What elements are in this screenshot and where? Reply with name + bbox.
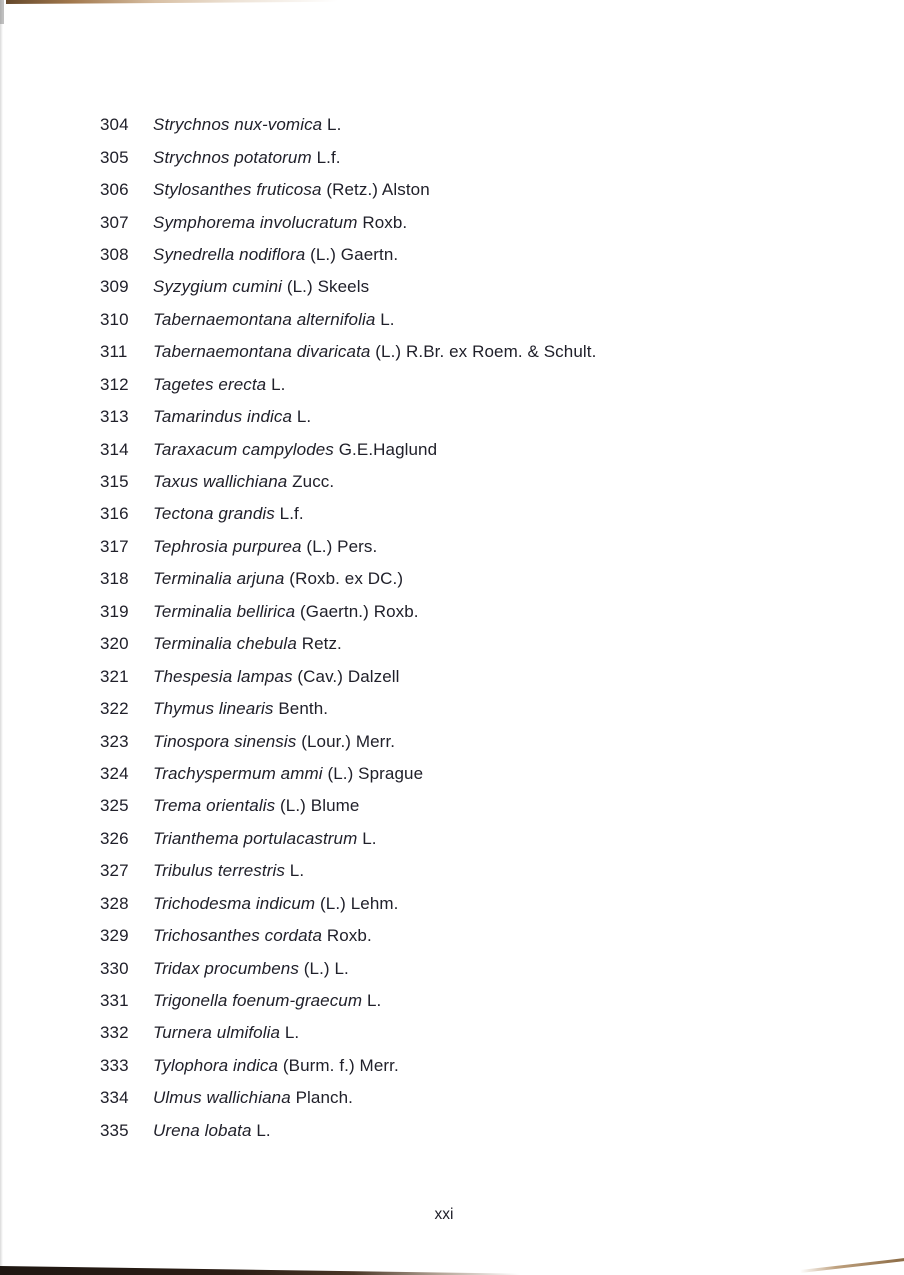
species-name: Synedrella nodiflora	[153, 244, 306, 264]
species-name: Trichodesma indicum	[153, 893, 316, 913]
species-name: Tinospora sinensis	[153, 731, 297, 751]
list-item	[100, 920, 596, 952]
entry-number: 305	[100, 147, 129, 167]
entry-number: 333	[100, 1055, 129, 1075]
list-item	[100, 790, 596, 822]
species-authority: L.	[292, 407, 312, 427]
entry-text	[153, 148, 341, 168]
entry-number: 329	[100, 926, 129, 946]
list-item	[100, 1017, 596, 1049]
species-name: Tagetes erecta	[153, 374, 267, 394]
species-authority: L.	[322, 115, 342, 135]
species-authority: (Lour.) Merr.	[296, 731, 396, 751]
species-authority: (L.) R.Br. ex Roem. & Schult.	[370, 342, 597, 362]
list-item	[100, 109, 596, 141]
entry-text	[153, 472, 334, 492]
entry-text	[153, 407, 311, 427]
species-name: Tectona grandis	[153, 504, 275, 524]
list-item	[100, 596, 596, 628]
entry-text	[153, 277, 369, 297]
entry-number: 322	[100, 699, 129, 719]
species-authority: G.E.Haglund	[333, 439, 438, 459]
entry-number: 307	[100, 212, 129, 232]
scan-artifact-bottom-edge	[0, 1264, 520, 1275]
entry-number: 325	[100, 796, 129, 816]
entry-text	[153, 440, 437, 460]
species-name: Tabernaemontana divaricata	[153, 342, 371, 362]
entry-text	[153, 180, 430, 200]
entry-text	[153, 310, 395, 330]
entry-number: 304	[100, 115, 129, 135]
species-name: Trianthema portulacastrum	[153, 828, 358, 848]
list-item	[100, 1050, 596, 1082]
species-name: Trachyspermum ammi	[153, 763, 323, 783]
entry-number: 315	[100, 472, 129, 492]
entry-number: 328	[100, 893, 129, 913]
species-authority: (L.) Skeels	[282, 277, 370, 297]
entry-text	[153, 569, 403, 589]
species-authority: L.	[284, 861, 305, 881]
entry-text	[153, 959, 349, 979]
entry-text	[153, 991, 381, 1011]
species-authority: Planch.	[290, 1088, 353, 1108]
species-authority: L.	[266, 374, 286, 394]
species-name: Ulmus wallichiana	[153, 1088, 291, 1108]
entry-number: 319	[100, 601, 129, 621]
entry-text	[153, 537, 377, 557]
species-name: Syzygium cumini	[153, 277, 283, 297]
species-name: Taxus wallichiana	[153, 472, 288, 492]
species-name: Turnera ulmifolia	[153, 1023, 281, 1043]
list-item	[100, 660, 596, 692]
list-item	[100, 628, 596, 660]
species-authority: L.f.	[311, 147, 341, 167]
species-authority: (Roxb. ex DC.)	[284, 569, 404, 589]
species-name: Strychnos potatorum	[153, 147, 312, 167]
list-item	[100, 985, 596, 1017]
entry-text	[153, 829, 377, 849]
species-authority: L.	[375, 309, 395, 329]
page-number: xxi	[434, 1206, 454, 1223]
entry-text	[153, 1023, 299, 1043]
species-authority: (L.) Blume	[275, 796, 360, 816]
entry-number: 316	[100, 504, 129, 524]
list-item	[100, 239, 596, 271]
species-authority: Benth.	[273, 699, 329, 719]
list-item	[100, 466, 596, 498]
species-name: Trichosanthes cordata	[153, 926, 323, 946]
species-name: Thespesia lampas	[153, 666, 293, 686]
species-name: Stylosanthes fruticosa	[153, 180, 322, 200]
list-item	[100, 401, 596, 433]
entry-number: 308	[100, 244, 129, 264]
species-name: Taraxacum campylodes	[153, 439, 334, 459]
entry-number: 331	[100, 991, 129, 1011]
species-authority: (Gaertn.) Roxb.	[295, 601, 419, 621]
species-name: Thymus linearis	[153, 699, 274, 719]
entry-number: 313	[100, 407, 129, 427]
list-item	[100, 952, 596, 984]
species-name: Tylophora indica	[153, 1055, 279, 1075]
species-authority: (L.) L.	[298, 958, 349, 978]
entry-text	[153, 634, 342, 654]
list-item	[100, 141, 596, 173]
list-item	[100, 369, 596, 401]
species-name: Urena lobata	[153, 1120, 252, 1140]
list-item	[100, 855, 596, 887]
list-item	[100, 531, 596, 563]
entry-text	[153, 926, 372, 946]
scan-artifact-corner-curl	[800, 1258, 904, 1273]
species-authority: L.f.	[274, 504, 304, 524]
entry-text	[153, 667, 400, 687]
entry-text	[153, 342, 596, 362]
list-item	[100, 823, 596, 855]
entry-text	[153, 861, 304, 881]
list-item	[100, 758, 596, 790]
entry-number: 323	[100, 731, 129, 751]
list-item	[100, 888, 596, 920]
list-item	[100, 271, 596, 303]
entry-text	[153, 764, 423, 784]
entry-text	[153, 504, 304, 524]
entry-number: 332	[100, 1023, 129, 1043]
species-name: Tabernaemontana alternifolia	[153, 309, 376, 329]
species-authority: Roxb.	[322, 926, 372, 946]
species-name: Symphorema involucratum	[153, 212, 358, 232]
list-item	[100, 693, 596, 725]
entry-text	[153, 796, 359, 816]
entry-text	[153, 699, 328, 719]
species-name: Tamarindus indica	[153, 407, 293, 427]
entry-text	[153, 1121, 271, 1141]
entry-number: 317	[100, 536, 129, 556]
species-authority: Roxb.	[357, 212, 408, 232]
species-name: Strychnos nux-vomica	[153, 115, 323, 135]
list-item	[100, 1082, 596, 1114]
entry-text	[153, 732, 395, 752]
species-name: Tephrosia purpurea	[153, 536, 302, 556]
entry-number: 309	[100, 277, 129, 297]
entry-number: 321	[100, 666, 129, 686]
scan-artifact-left-tick	[0, 0, 4, 24]
entry-number: 326	[100, 828, 129, 848]
entry-text	[153, 602, 419, 622]
entry-text	[153, 245, 398, 265]
species-authority: (Retz.) Alston	[321, 180, 430, 200]
entry-number: 318	[100, 569, 129, 589]
entry-text	[153, 213, 407, 233]
entry-number: 311	[100, 342, 128, 362]
species-index-list	[100, 109, 596, 1147]
species-authority: L.	[357, 828, 377, 848]
species-authority: Zucc.	[287, 472, 335, 492]
list-item	[100, 433, 596, 465]
list-item	[100, 174, 596, 206]
list-item	[100, 563, 596, 595]
species-name: Trigonella foenum-graecum	[153, 991, 363, 1011]
species-name: Tridax procumbens	[153, 958, 299, 978]
species-name: Terminalia bellirica	[153, 601, 296, 621]
list-item	[100, 498, 596, 530]
scan-artifact-left-edge	[0, 0, 3, 1275]
list-item	[100, 304, 596, 336]
species-authority: Retz.	[296, 634, 342, 654]
list-item	[100, 1115, 596, 1147]
entry-text	[153, 115, 341, 135]
scan-artifact-top-edge	[6, 0, 338, 4]
species-name: Terminalia chebula	[153, 634, 297, 654]
species-authority: (Burm. f.) Merr.	[278, 1055, 399, 1075]
list-item	[100, 206, 596, 238]
species-name: Trema orientalis	[153, 796, 276, 816]
entry-number: 312	[100, 374, 129, 394]
entry-number: 324	[100, 763, 129, 783]
species-authority: L.	[280, 1023, 300, 1043]
species-authority: (L.) Lehm.	[315, 893, 399, 913]
entry-number: 334	[100, 1088, 129, 1108]
entry-text	[153, 375, 285, 395]
entry-number: 320	[100, 634, 129, 654]
entry-number: 330	[100, 958, 129, 978]
list-item	[100, 725, 596, 757]
list-item	[100, 336, 596, 368]
entry-number: 327	[100, 861, 129, 881]
entry-text	[153, 894, 399, 914]
entry-number: 306	[100, 180, 129, 200]
species-authority: (Cav.) Dalzell	[292, 666, 400, 686]
species-authority: (L.) Gaertn.	[305, 244, 399, 264]
species-name: Terminalia arjuna	[153, 569, 285, 589]
entry-number: 310	[100, 309, 129, 329]
entry-text	[153, 1088, 353, 1108]
species-authority: L.	[251, 1120, 271, 1140]
entry-number: 335	[100, 1120, 129, 1140]
species-authority: L.	[362, 991, 382, 1011]
species-name: Tribulus terrestris	[153, 861, 285, 881]
entry-text	[153, 1056, 399, 1076]
entry-number: 314	[100, 439, 129, 459]
species-authority: (L.) Sprague	[322, 763, 424, 783]
species-authority: (L.) Pers.	[301, 536, 378, 556]
